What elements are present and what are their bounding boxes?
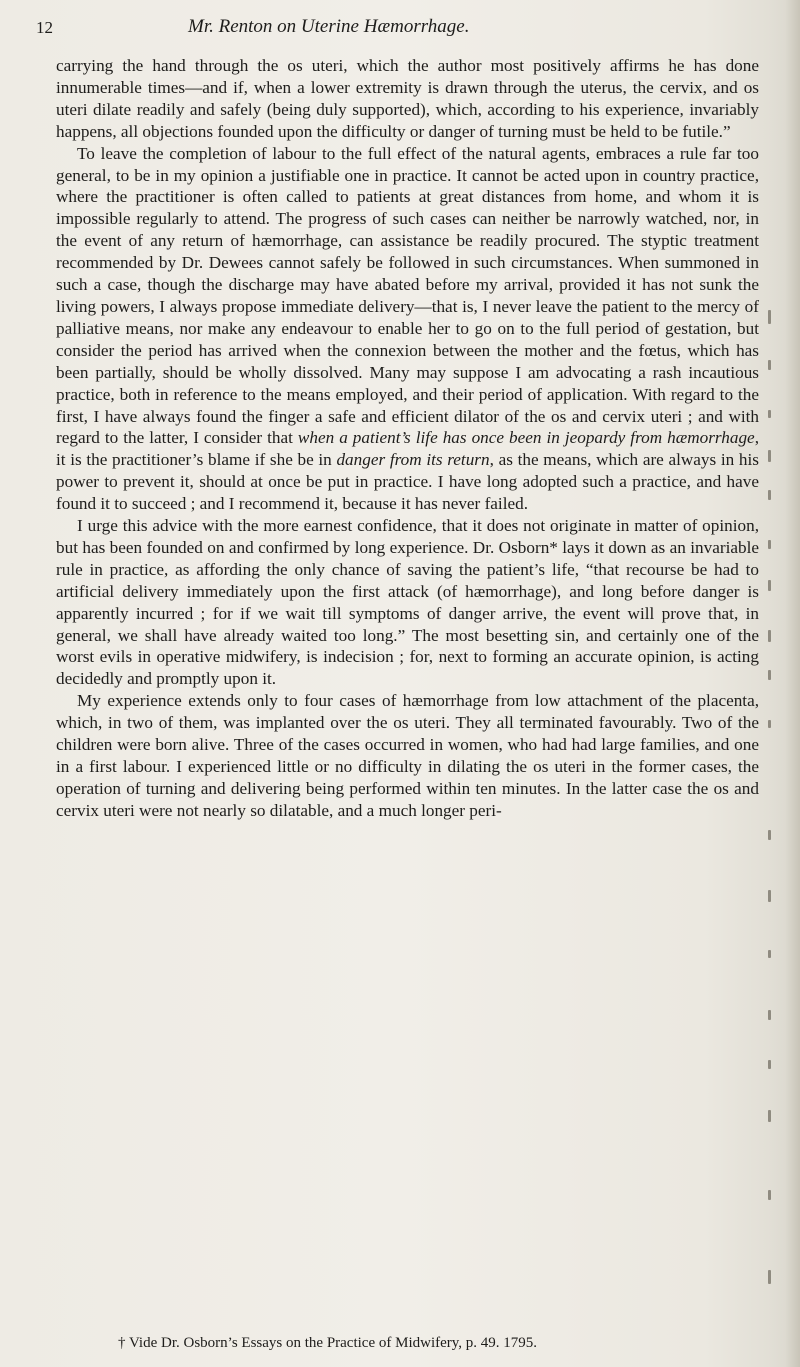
paragraph [56,143,759,515]
paragraph-text: My experience extends only to four cases of hæmorrhage from low attachment of the placenta, which, in two of them, was implanted over the os uteri. They all terminated favourably. Two of the children were born alive. Three of the cases occurred in women, who had had large families, and one in a first labour. I experienced little or no difficulty in dilating the os uteri in the former cases, the operation of turning and delivering being performed within ten minutes. In the latter case the os and cervix uteri were not nearly so dilatable, and a much longer peri- [56,691,759,820]
italic-text: when a patient’s life has once been in jeopardy from hæmorrhage [297,428,755,448]
footnote: † Vide Dr. Osborn’s Essays on the Practice of Midwifery, p. 49. 1795. [118,1335,538,1351]
body-text [56,55,759,822]
page-spine-shadow [786,0,800,1367]
margin-bleed-marks [762,290,780,1330]
running-head [36,12,776,40]
running-title: Mr. Renton on Uterine Hæmorrhage. [188,16,470,37]
paragraph-text: I urge this advice with the more earnest confidence, that it does not originate in matter of opinion, but has been founded on and confirmed by long experience. Dr. Osborn* lays it down as an invariable rule in practice, as affording the only chance of saving the patient’s life, “that recourse be had to artificial delivery immediately upon the first attack (of hæmorrhage), and long before danger is apparently incurred ; for if we wait till symptoms of danger arrive, the event will prove that, in general, we shall have already waited too long.” The most besetting sin, and certainly one of the worst evils in operative midwifery, is indecision ; for, next to forming an accurate opinion, is acting decidedly and promptly upon it. [56,516,759,689]
page-number: 12 [36,18,53,37]
paragraph [56,690,759,821]
italic-text: danger from its return [336,450,490,470]
paragraph-text: , as the means, which are always in his power to prevent it, should at once be put in practice. I have long adopted such a practice, and have found it to succeed ; and I recommend it, because it has never failed. [56,450,759,514]
paragraph-text: carrying the hand through the os uteri, which the author most positively affirms he has done innumerable times—and if, when a lower extremity is drawn through the uterus, the cervix, and os uteri dilate readily and safely (being duly supported), which, according to his experience, invariably happens, all objections founded upon the difficulty or danger of turning must be held to be futile.” [56,56,759,141]
paragraph-text: , it is the practitioner’s blame if she be in [56,428,759,470]
paragraph [56,55,759,143]
paragraph [56,515,759,690]
paragraph-text: To leave the completion of labour to the full effect of the natural agents, embraces a rule far too general, to be in my opinion a justifiable one in practice. It cannot be acted upon in country practice, where the practitioner is often called to patients at great distances from home, and whom it is impossible regularly to attend. The progress of such cases can neither be narrowly watched, nor, in the event of any return of hæmorrhage, can assistance be readily procured. The styptic treatment recommended by Dr. Dewees cannot safely be followed in such circumstances. When summoned in such a case, though the discharge may have abated before my arrival, provided it has not sunk the living powers, I always propose immediate delivery—that is, I never leave the patient to the mercy of palliative means, nor make any endeavour to enable her to go on to the full period of gestation, but consider the period has arrived when the connexion between the mother and the fœtus, which has been partially, should be wholly dissolved. Many may suppose I am advocating a rash incautious practice, both in reference to the means employed, and their period of application. With regard to the first, I have always found the finger a safe and efficient dilator of the os and cervix uteri ; and with regard to the latter, I consider that [56,143,759,448]
